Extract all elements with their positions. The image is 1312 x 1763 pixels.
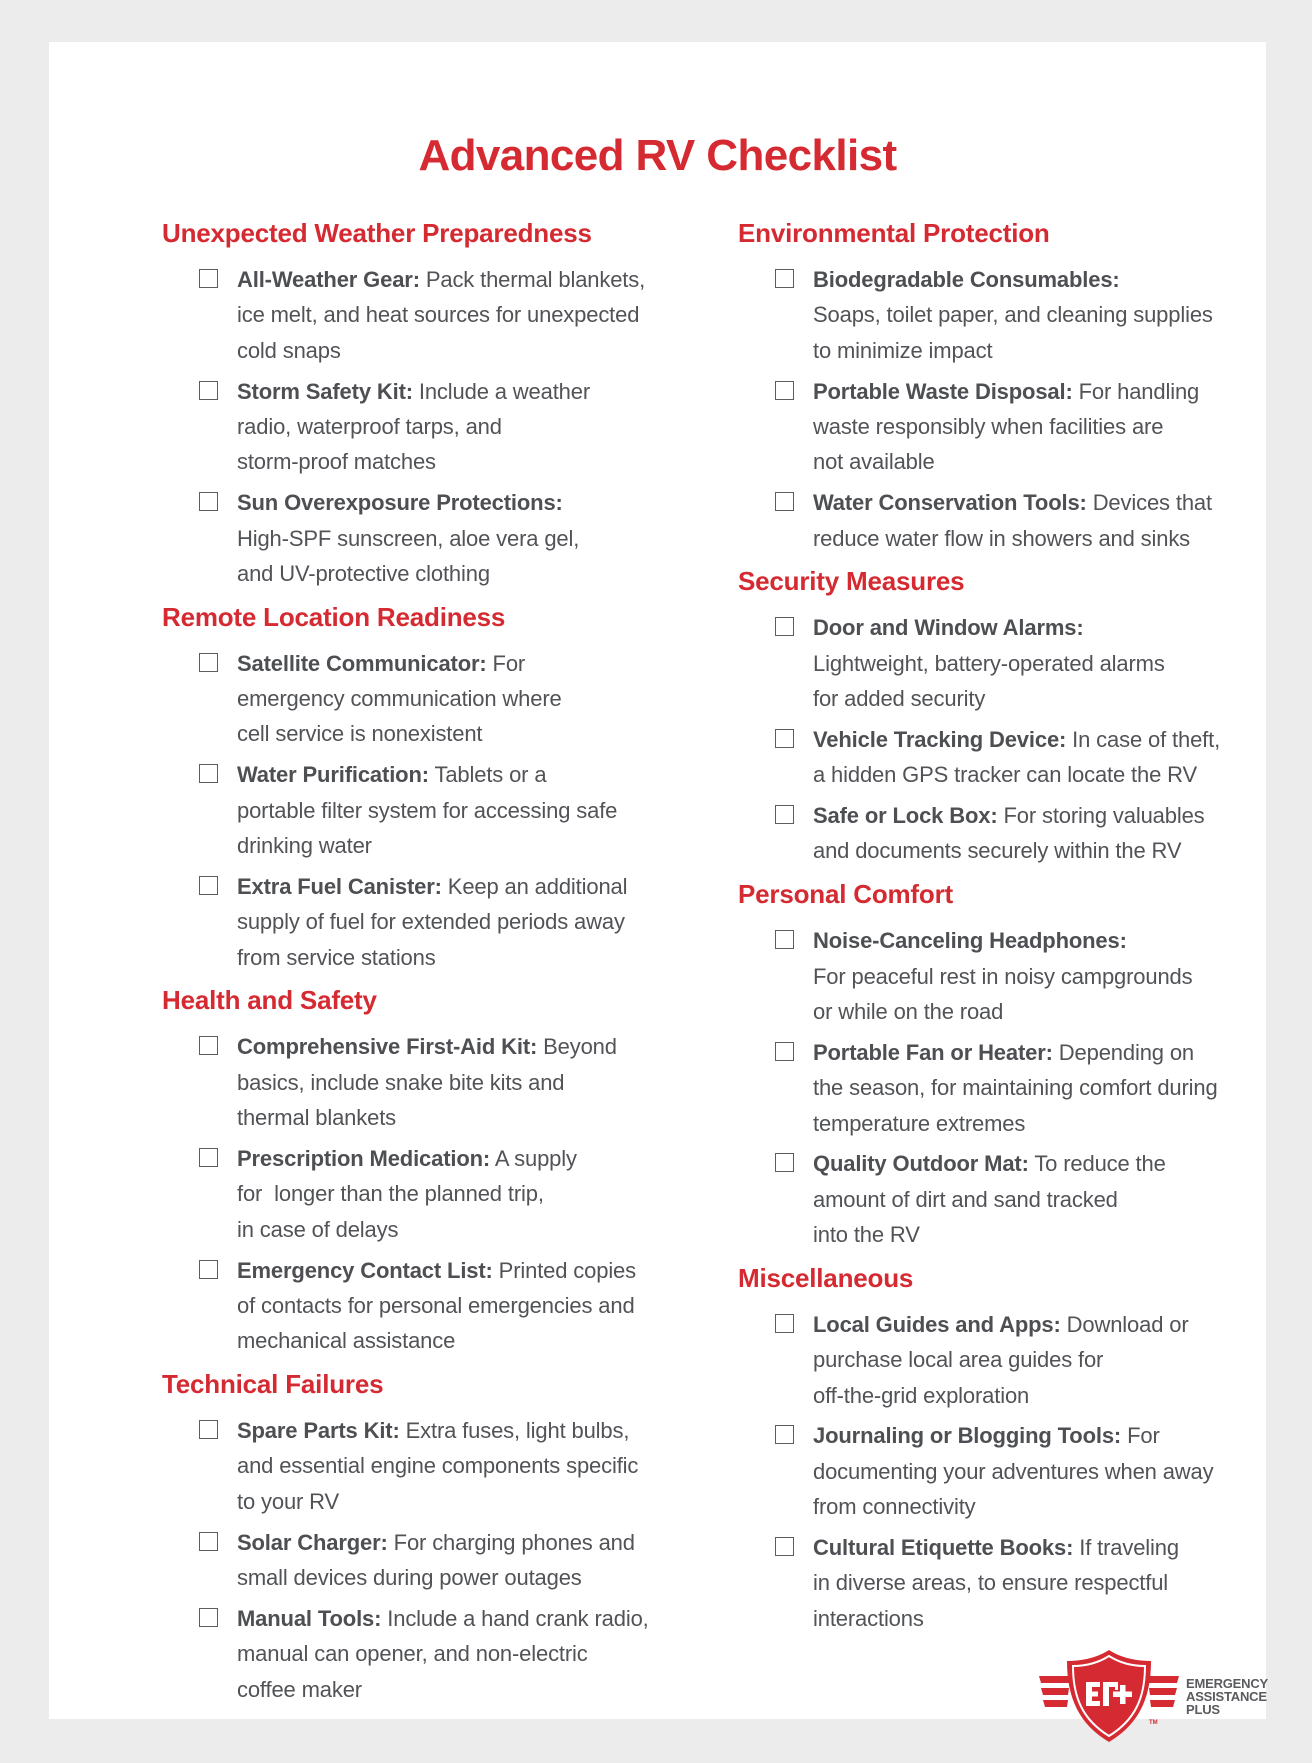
item-label: Storm Safety Kit: <box>237 378 413 404</box>
item-description-line: For peaceful rest in noisy campgrounds <box>813 963 1193 989</box>
item-description: For handling <box>1072 378 1200 404</box>
item-description-line: drinking water <box>237 833 372 859</box>
item-description: For storing valuables <box>997 803 1205 829</box>
item-description-line: coffee maker <box>237 1676 362 1702</box>
checkbox[interactable] <box>775 1537 794 1556</box>
item-first-line <box>813 1418 1220 1453</box>
checklist-item <box>738 1035 1220 1141</box>
item-description-line: purchase local area guides for <box>813 1347 1104 1373</box>
item-description-line: thermal blankets <box>237 1105 397 1131</box>
checkbox[interactable] <box>199 1148 218 1167</box>
checklist-item <box>738 722 1220 793</box>
item-first-line <box>813 374 1220 409</box>
item-first-line <box>237 757 649 792</box>
checklist-item <box>738 1530 1220 1636</box>
item-description-line: or while on the road <box>813 998 1004 1024</box>
item-description-line: small devices during power outages <box>237 1565 582 1591</box>
checklist-item <box>162 485 649 591</box>
checkbox[interactable] <box>199 381 218 400</box>
item-first-line <box>237 1253 649 1288</box>
section-heading: Environmental Protection <box>738 218 1050 248</box>
checkbox[interactable] <box>775 930 794 949</box>
item-label: Water Purification: <box>237 762 429 788</box>
checklist-items <box>162 1029 649 1358</box>
item-description-line: for longer than the planned trip, <box>237 1181 544 1207</box>
item-description-line: documenting your adventures when away <box>813 1458 1214 1484</box>
item-description-line: waste responsibly when facilities are <box>813 413 1164 439</box>
logo-wordmark <box>1186 1677 1268 1716</box>
item-description: A supply <box>490 1145 577 1171</box>
item-description: Beyond <box>537 1034 617 1060</box>
checkbox[interactable] <box>199 764 218 783</box>
item-description-line: supply of fuel for extended periods away <box>237 909 625 935</box>
section-heading: Personal Comfort <box>738 879 953 910</box>
item-description-line: Soaps, toilet paper, and cleaning supplies <box>813 302 1213 328</box>
checkbox[interactable] <box>775 492 794 511</box>
item-description-line: basics, include snake bite kits and <box>237 1069 565 1095</box>
item-description-line: storm-proof matches <box>237 449 436 475</box>
checklist-card <box>49 42 1268 1726</box>
item-label: Local Guides and Apps: <box>813 1311 1061 1337</box>
checkbox[interactable] <box>775 381 794 400</box>
item-first-line <box>237 262 649 297</box>
item-description-line: of contacts for personal emergencies and <box>237 1292 635 1318</box>
item-description-line: into the RV <box>813 1222 920 1248</box>
item-description-line: cold snaps <box>237 337 341 363</box>
section-heading: Unexpected Weather Preparedness <box>162 218 592 248</box>
checklist-item <box>162 262 649 368</box>
checkbox[interactable] <box>199 269 218 288</box>
left-column <box>162 213 649 1712</box>
item-label: Extra Fuel Canister: <box>237 873 442 899</box>
item-first-line <box>237 374 649 409</box>
item-label: Manual Tools: <box>237 1605 382 1631</box>
item-description: Include a weather <box>412 378 591 404</box>
item-label: Sun Overexposure Protections: <box>237 490 563 516</box>
checklist-item <box>738 798 1220 869</box>
checklist-item <box>738 485 1220 556</box>
section-heading: Remote Location Readiness <box>162 601 506 632</box>
checklist-item <box>162 1141 649 1247</box>
item-description-line: to minimize impact <box>813 337 993 363</box>
item-description-line: portable filter system for accessing safe <box>237 797 618 823</box>
checklist-item <box>162 1413 649 1519</box>
item-first-line <box>813 1530 1220 1565</box>
item-description: Tablets or a <box>428 762 547 788</box>
shield-logo-icon <box>1037 1646 1187 1746</box>
item-label: Portable Fan or Heater: <box>813 1039 1053 1065</box>
item-description-line: ice melt, and heat sources for unexpected <box>237 302 640 328</box>
item-description: Download or <box>1060 1311 1189 1337</box>
item-description-line: manual can opener, and non-electric <box>237 1641 588 1667</box>
checkbox[interactable] <box>775 617 794 636</box>
item-description-line: in case of delays <box>237 1216 399 1242</box>
item-first-line <box>237 646 649 681</box>
item-label: Comprehensive First-Aid Kit: <box>237 1034 538 1060</box>
item-label: Prescription Medication: <box>237 1145 491 1171</box>
checklist-item <box>162 1029 649 1135</box>
item-label: Water Conservation Tools: <box>813 490 1087 516</box>
checkbox[interactable] <box>775 269 794 288</box>
checklist-items <box>738 262 1220 556</box>
checkbox[interactable] <box>775 1314 794 1333</box>
item-first-line <box>813 610 1220 645</box>
item-first-line <box>813 923 1220 958</box>
item-first-line <box>813 262 1220 297</box>
item-label: Door and Window Alarms: <box>813 615 1084 641</box>
item-description-line: amount of dirt and sand tracked <box>813 1186 1118 1212</box>
item-label: Vehicle Tracking Device: <box>813 726 1067 752</box>
item-description-line: for added security <box>813 686 986 712</box>
item-label: Emergency Contact List: <box>237 1257 493 1283</box>
item-description-line: reduce water flow in showers and sinks <box>813 525 1191 551</box>
checklist-item <box>738 923 1220 1029</box>
checkbox[interactable] <box>775 1153 794 1172</box>
checkbox[interactable] <box>199 653 218 672</box>
right-column <box>738 213 1220 1642</box>
item-description-line: cell service is nonexistent <box>237 721 483 747</box>
item-label: Safe or Lock Box: <box>813 803 998 829</box>
item-description-line: and UV-protective clothing <box>237 560 490 586</box>
item-description: Devices that <box>1086 490 1212 516</box>
item-first-line <box>813 485 1220 520</box>
item-description-line: from connectivity <box>813 1494 976 1520</box>
page-title: Advanced RV Checklist <box>418 131 897 180</box>
checklist-item <box>162 869 649 975</box>
logo-line-2: ASSISTANCE <box>1186 1689 1267 1704</box>
checklist-items <box>162 1413 649 1707</box>
item-first-line <box>813 722 1220 757</box>
checklist-items <box>738 1307 1220 1636</box>
checkbox[interactable] <box>199 1036 218 1055</box>
item-label: Portable Waste Disposal: <box>813 378 1073 404</box>
item-description: For <box>1121 1423 1160 1449</box>
item-description-line: High-SPF sunscreen, aloe vera gel, <box>237 525 580 551</box>
item-description: Include a hand crank radio, <box>381 1605 649 1631</box>
section-heading: Miscellaneous <box>738 1262 914 1293</box>
checkbox[interactable] <box>775 1425 794 1444</box>
checklist-item <box>738 262 1220 368</box>
checklist-item <box>738 610 1220 716</box>
checklist-items <box>738 610 1220 869</box>
item-description-line: temperature extremes <box>813 1110 1026 1136</box>
checkbox[interactable] <box>775 729 794 748</box>
item-description: To reduce the <box>1028 1151 1166 1177</box>
logo-line-3: PLUS <box>1186 1702 1220 1717</box>
item-description: If traveling <box>1073 1535 1179 1561</box>
item-description-line: a hidden GPS tracker can locate the RV <box>813 762 1198 788</box>
item-description-line: and essential engine components specific <box>237 1453 639 1479</box>
item-first-line <box>237 485 649 520</box>
checkbox[interactable] <box>775 1042 794 1061</box>
item-label: Spare Parts Kit: <box>237 1418 400 1444</box>
checklist-item <box>738 374 1220 480</box>
checklist-items <box>738 923 1220 1252</box>
item-label: Journaling or Blogging Tools: <box>813 1423 1122 1449</box>
item-description: Keep an additional <box>441 873 628 899</box>
checklist-item <box>162 757 649 863</box>
logo-line-1: EMERGENCY <box>1186 1676 1268 1691</box>
item-description: For <box>486 650 526 676</box>
item-description: For charging phones and <box>387 1529 635 1555</box>
checklist-item <box>738 1307 1220 1413</box>
section-heading: Health and Safety <box>162 985 377 1016</box>
item-description: Printed copies <box>492 1257 636 1283</box>
checklist-item <box>162 374 649 480</box>
item-first-line <box>237 1141 649 1176</box>
item-description-line: not available <box>813 449 935 475</box>
item-label: Solar Charger: <box>237 1529 388 1555</box>
item-first-line <box>813 1035 1220 1070</box>
checkbox[interactable] <box>199 492 218 511</box>
checklist-item <box>162 1525 649 1596</box>
item-first-line <box>237 1413 649 1448</box>
checklist-item <box>162 1601 649 1707</box>
item-description-line: and documents securely within the RV <box>813 838 1182 864</box>
trademark-mark: TM <box>1149 1720 1158 1726</box>
item-description-line: mechanical assistance <box>237 1328 456 1354</box>
item-description-line: emergency communication where <box>237 686 562 712</box>
checklist-item <box>738 1418 1220 1524</box>
item-description-line: the season, for maintaining comfort during <box>813 1075 1218 1101</box>
item-description-line: to your RV <box>237 1488 340 1514</box>
item-description: Pack thermal blankets, <box>419 267 646 292</box>
checklist-items <box>162 646 649 975</box>
item-description: In case of theft, <box>1066 726 1221 752</box>
item-label: Biodegradable Consumables: <box>813 267 1120 292</box>
item-first-line <box>237 1029 649 1064</box>
checklist-item <box>162 1253 649 1359</box>
checkbox[interactable] <box>775 805 794 824</box>
item-description-line: interactions <box>813 1605 924 1631</box>
item-label: Satellite Communicator: <box>237 650 487 676</box>
checkbox[interactable] <box>199 1260 218 1279</box>
item-label: All-Weather Gear: <box>237 267 420 292</box>
checklist-item <box>162 646 649 752</box>
item-description: Extra fuses, light bulbs, <box>399 1418 630 1444</box>
item-label: Noise-Canceling Headphones: <box>813 928 1127 954</box>
item-description: Depending on <box>1052 1039 1195 1065</box>
item-description-line: Lightweight, battery-operated alarms <box>813 650 1165 676</box>
checkbox[interactable] <box>199 1608 218 1627</box>
checkbox[interactable] <box>199 876 218 895</box>
item-first-line <box>237 1525 649 1560</box>
checkbox[interactable] <box>199 1420 218 1439</box>
item-first-line <box>813 1146 1220 1181</box>
item-description-line: in diverse areas, to ensure respectful <box>813 1570 1169 1596</box>
item-label: Quality Outdoor Mat: <box>813 1151 1029 1177</box>
item-first-line <box>237 1601 649 1636</box>
checkbox[interactable] <box>199 1532 218 1551</box>
item-first-line <box>813 798 1220 833</box>
item-description-line: radio, waterproof tarps, and <box>237 413 502 439</box>
item-description-line: from service stations <box>237 944 436 970</box>
checklist-items <box>162 262 649 591</box>
item-first-line <box>237 869 649 904</box>
checklist-item <box>738 1146 1220 1252</box>
emergency-assistance-plus-logo <box>1037 1646 1287 1746</box>
item-description-line: off-the-grid exploration <box>813 1382 1030 1408</box>
section-heading: Security Measures <box>738 566 965 597</box>
section-heading: Technical Failures <box>162 1369 384 1400</box>
item-first-line <box>813 1307 1220 1342</box>
item-label: Cultural Etiquette Books: <box>813 1535 1074 1561</box>
